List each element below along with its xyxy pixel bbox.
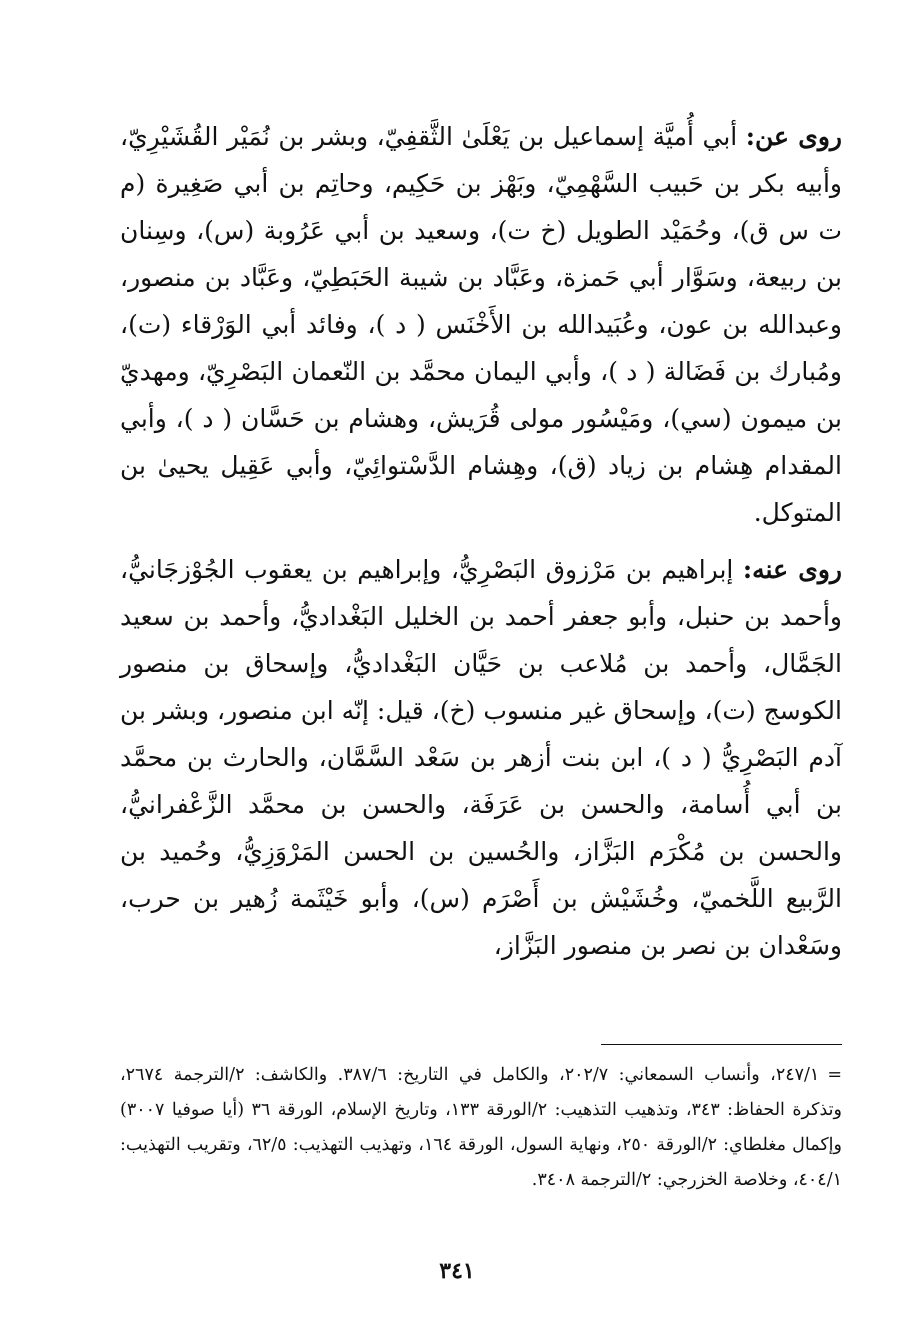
narrated-from-label: روى عن: xyxy=(745,122,842,151)
footnote-paragraph xyxy=(120,1058,842,1198)
narrated-from-text: أبي أُميَّة إسماعيل بن يَعْلَىٰ الثَّقفِيّ، وبشر بن نُمَيْر القُشَيْرِيّ، وأبيه بكر بن حَبيب السَّهْمِيّ، وبَهْز بن حَكِيم، وحاتِم بن أبي صَغِيرة (م ت س ق)، وحُمَيْد الطويل (خ ت)، وسعيد بن أبي عَرُوبة (س)، وسِنان بن ربيعة، وسَوَّار أبي حَمزة، وعَبَّاد بن شيبة الحَبَطِيّ، وعَبَّاد بن منصور، وعبدالله بن عون، وعُبَيدالله بن الأَخْنَس ( د )، وفائد أبي الوَرْقاء (ت)، ومُبارك بن فَضَالة ( د )، وأبي اليمان محمَّد بن النّعمان البَصْرِيّ، ومهديّ بن ميمون (سي)، ومَيْسُور مولى قُرَيش، وهشام بن حَسَّان ( د )، وأبي المقدام هِشام بن زياد (ق)، وهِشام الدَّسْتوائِيّ، وأبي عَقِيل يحيىٰ بن المتوكل. xyxy=(120,122,842,527)
narrated-by-text: إبراهيم بن مَرْزوق البَصْرِيُّ، وإبراهيم بن يعقوب الجُوْزجَانيُّ، وأحمد بن حنبل، وأبو جعفر أحمد بن الخليل البَغْداديُّ، وأحمد بن سعيد الجَمَّال، وأحمد بن مُلاعب بن حَيَّان البَغْداديُّ، وإسحاق بن منصور الكوسج (ت)، وإسحاق غير منسوب (خ)، قيل: إنّه ابن منصور، وبشر بن آدم البَصْرِيُّ ( د )، ابن بنت أزهر بن سَعْد السَّمَّان، والحارث بن محمَّد بن أبي أُسامة، والحسن بن عَرَفَة، والحسن بن محمَّد الزَّعْفرانيُّ، والحسن بن مُكْرَم البَزَّاز، والحُسين بن الحسن المَرْوَزِيُّ، وحُميد بن الرَّبيع اللَّخميّ، وخُشَيْش بن أَصْرَم (س)، وأبو خَيْثَمة زُهير بن حرب، وسَعْدان بن نصر بن منصور البَزَّاز، xyxy=(120,555,842,960)
narrated-by-label: روى عنه: xyxy=(742,555,843,584)
page-number: ٣٤١ xyxy=(439,1258,475,1284)
footnote-text: ٢٤٧/١، وأنساب السمعاني: ٢٠٢/٧، والكامل في التاريخ: ٣٨٧/٦. والكاشف: ٢/الترجمة ٢٦٧٤، وتذكرة الحفاظ: ٣٤٣، وتذهيب التذهيب: ٢/الورقة ١٣٣، وتاريخ الإسلام، الورقة ٣٦ (أيا صوفيا ٣٠٠٧) وإكمال مغلطاي: ٢/الورقة ٢٥٠، ونهاية السول، الورقة ١٦٤، وتهذيب التهذيب: ٦٢/٥، وتقريب التهذيب: ٤٠٤/١، وخلاصة الخزرجي: ٢/الترجمة ٣٤٠٨. xyxy=(120,1065,842,1190)
main-text-block xyxy=(120,113,842,969)
narrated-by-paragraph xyxy=(120,546,842,969)
narrated-from-paragraph xyxy=(120,113,842,536)
footnote-continuation-mark: = xyxy=(827,1065,842,1085)
footnote-divider xyxy=(601,1044,842,1045)
footnote-block xyxy=(120,1058,842,1198)
